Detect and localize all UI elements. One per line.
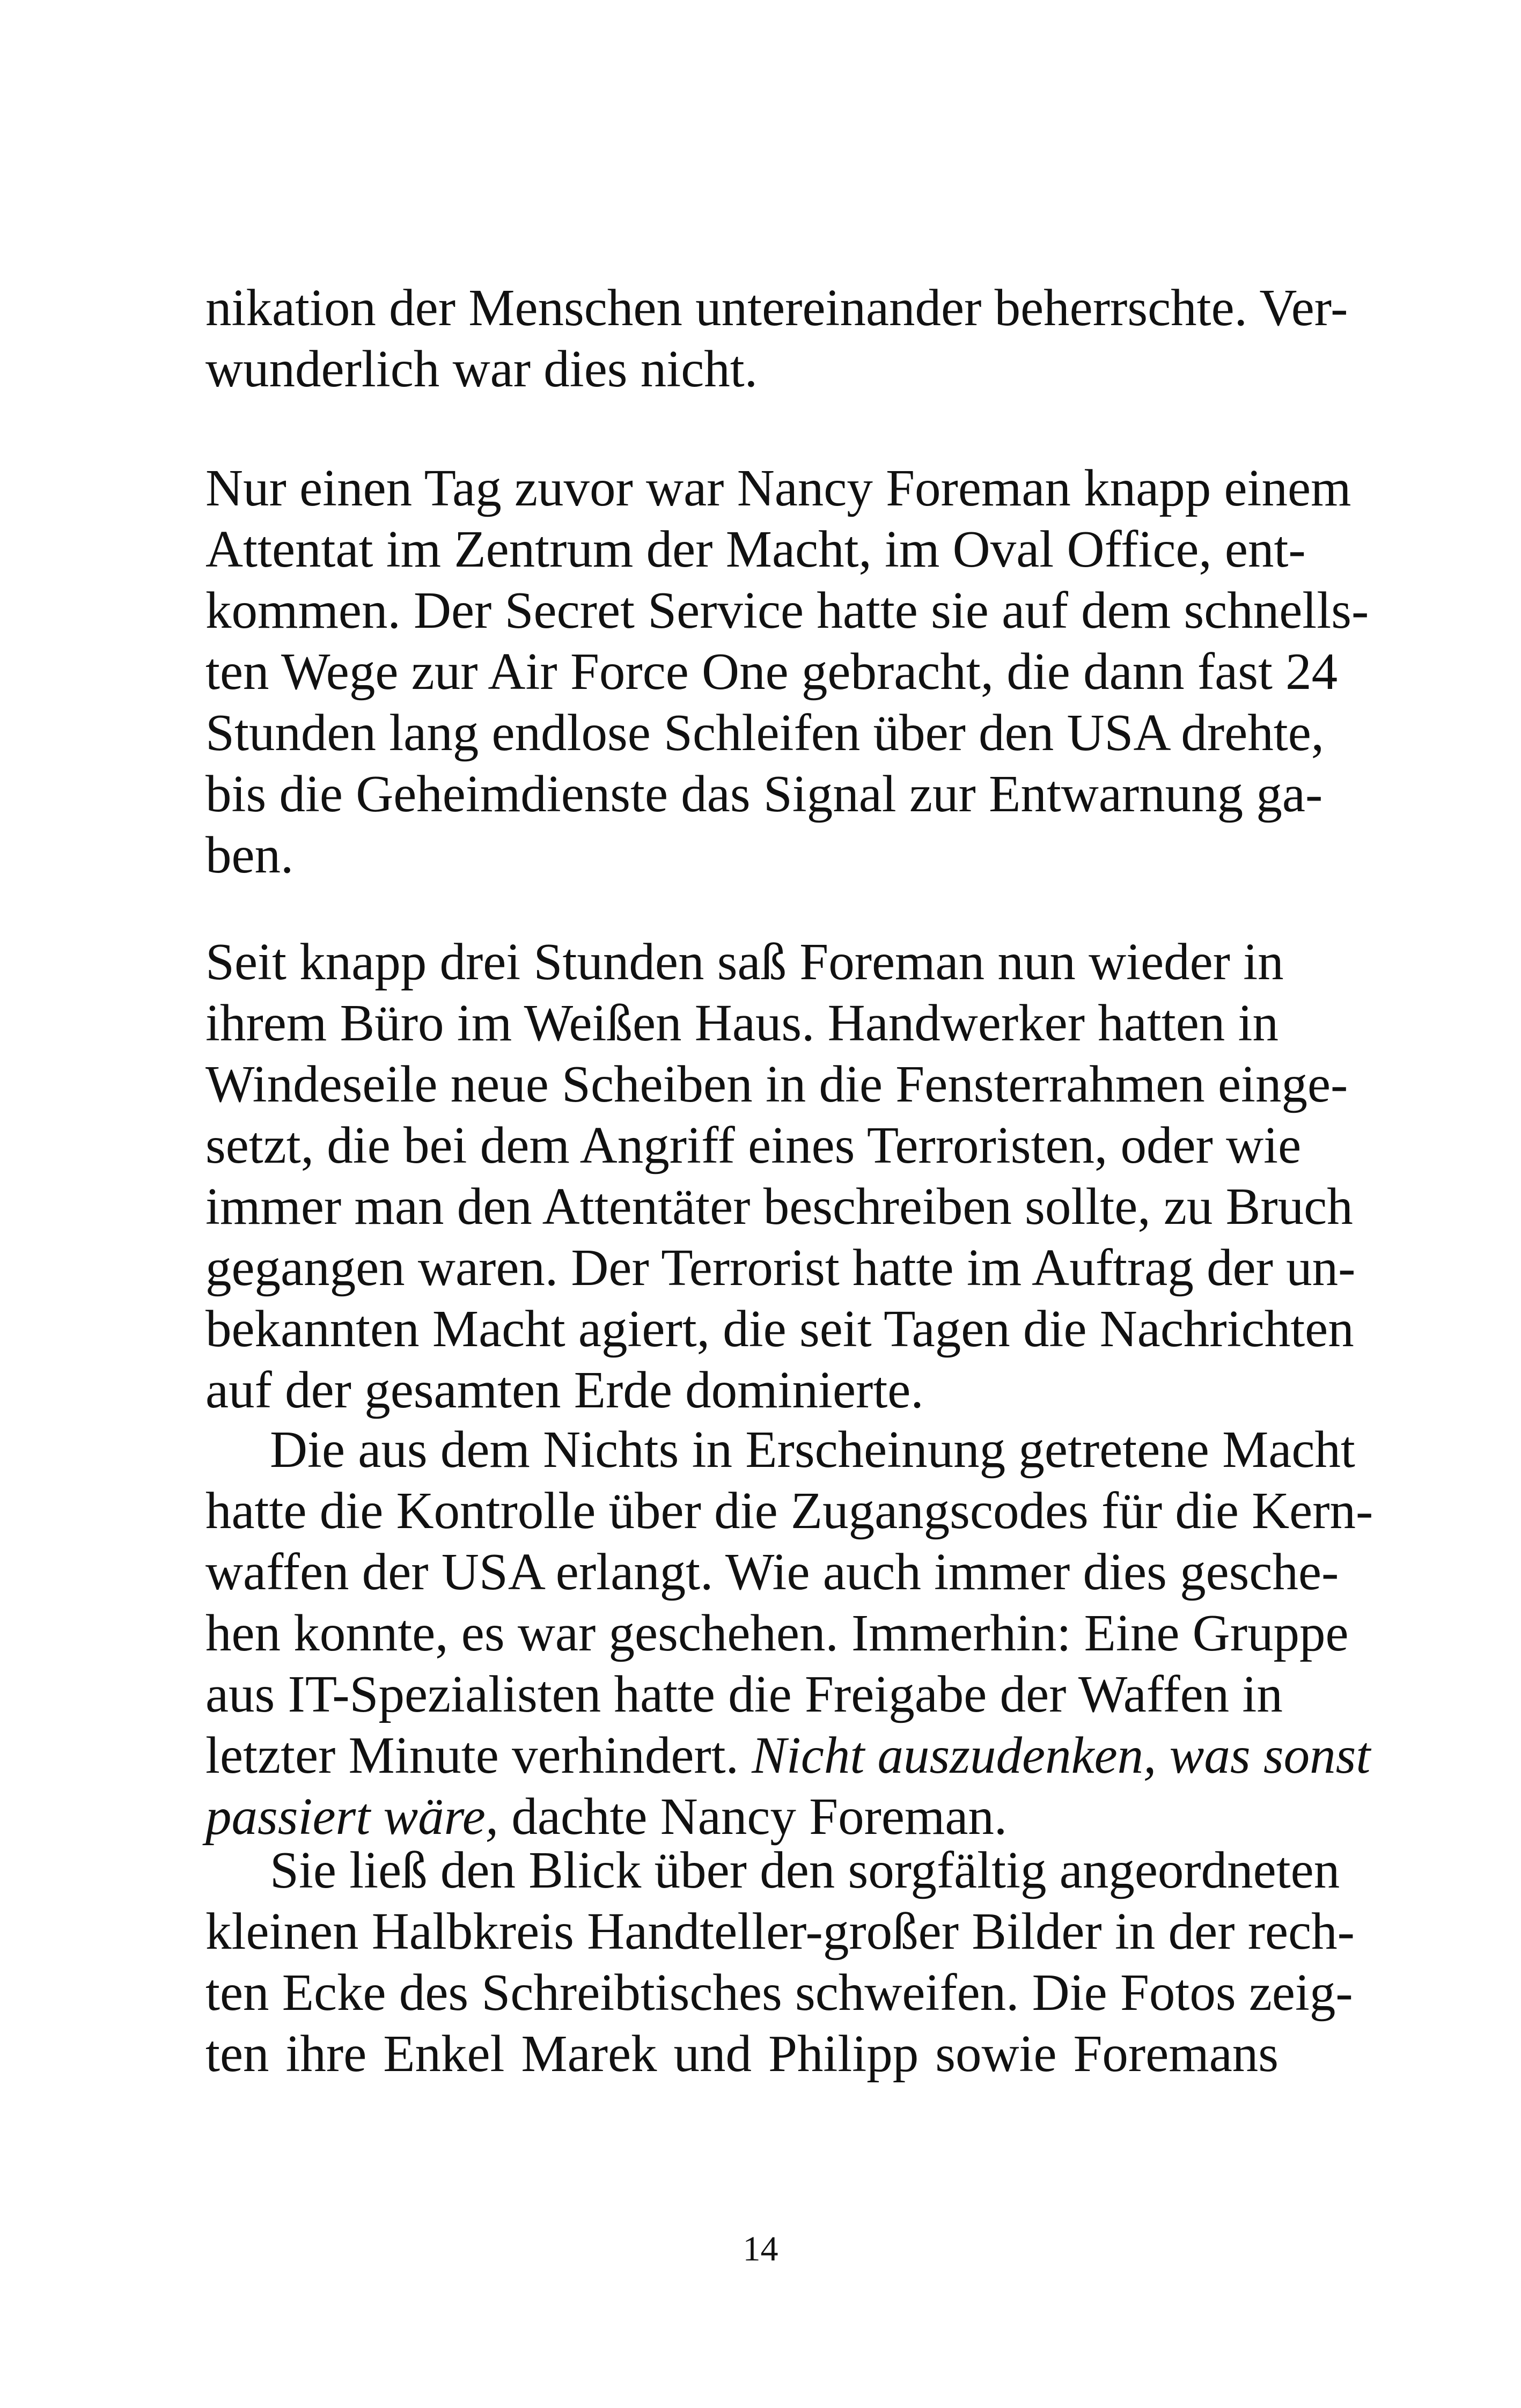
text-line-mixed [205, 1725, 1371, 1786]
text-line: waffen der USA erlangt. Wie auch immer dies gesche- [205, 1543, 1339, 1601]
text-line: hatte die Kontrolle über die Zugangscodes für die Kern- [205, 1482, 1373, 1539]
text-line: wunderlich war dies nicht. [205, 340, 758, 398]
text-line: Stunden lang endlose Schleifen über den USA drehte, [205, 704, 1325, 761]
text-line-mixed [205, 1786, 1278, 1847]
text-italic: passiert wäre, [205, 1788, 499, 1845]
text-line: setzt, die bei dem Angriff eines Terroristen, oder wie [205, 1117, 1302, 1174]
text-line: Windeseile neue Scheiben in die Fensterrahmen einge- [205, 1055, 1348, 1113]
text-line: Seit knapp drei Stunden saß Foreman nun wieder in [205, 933, 1284, 990]
text-line: ten ihre Enkel Marek und Philipp sowie Foremans [205, 2025, 1278, 2082]
text-line: bis die Geheimdienste das Signal zur Entwarnung ga- [205, 765, 1323, 823]
text-plain: dachte Nancy Foreman. [498, 1788, 1008, 1845]
text-line: auf der gesamten Erde dominierte. [205, 1361, 924, 1419]
text-line: Die aus dem Nichts in Erscheinung getretene Macht [270, 1421, 1355, 1478]
text-line: ten Ecke des Schreibtisches schweifen. Die Fotos zeig- [205, 1964, 1353, 2021]
text-line: ihrem Büro im Weißen Haus. Handwerker hatten in [205, 994, 1278, 1052]
text-line: Nur einen Tag zuvor war Nancy Foreman knapp einem [205, 459, 1351, 517]
paragraph-1 [205, 277, 1348, 400]
paragraph-4 [205, 1419, 1373, 1847]
text-line: gegangen waren. Der Terrorist hatte im Auftrag der un- [205, 1239, 1356, 1296]
text-line: ben. [205, 826, 294, 884]
text-line: bekannten Macht agiert, die seit Tagen die Nachrichten [205, 1300, 1354, 1357]
text-line: Attentat im Zentrum der Macht, im Oval Office, ent- [205, 520, 1306, 578]
text-line: kleinen Halbkreis Handteller-großer Bilder in der rech- [205, 1903, 1355, 1960]
text-line: aus IT-Spezialisten hatte die Freigabe der Waffen in [205, 1665, 1283, 1723]
text-line: kommen. Der Secret Service hatte sie auf dem schnells- [205, 582, 1369, 639]
paragraph-5 [205, 1840, 1355, 2084]
text-line: Sie ließ den Blick über den sorgfältig angeordneten [270, 1841, 1340, 1899]
text-italic: Nicht auszudenken, was sonst [752, 1727, 1371, 1784]
text-plain: letzter Minute verhindert. [205, 1727, 752, 1784]
text-line: nikation der Menschen untereinander beherrschte. Ver- [205, 279, 1348, 336]
text-line: ten Wege zur Air Force One gebracht, die dann fast 24 [205, 643, 1338, 700]
text-line: immer man den Attentäter beschreiben sollte, zu Bruch [205, 1178, 1353, 1235]
paragraph-2 [205, 458, 1369, 886]
page-number: 14 [743, 2229, 778, 2268]
text-line: hen konnte, es war geschehen. Immerhin: Eine Gruppe [205, 1604, 1349, 1662]
paragraph-3 [205, 931, 1356, 1421]
